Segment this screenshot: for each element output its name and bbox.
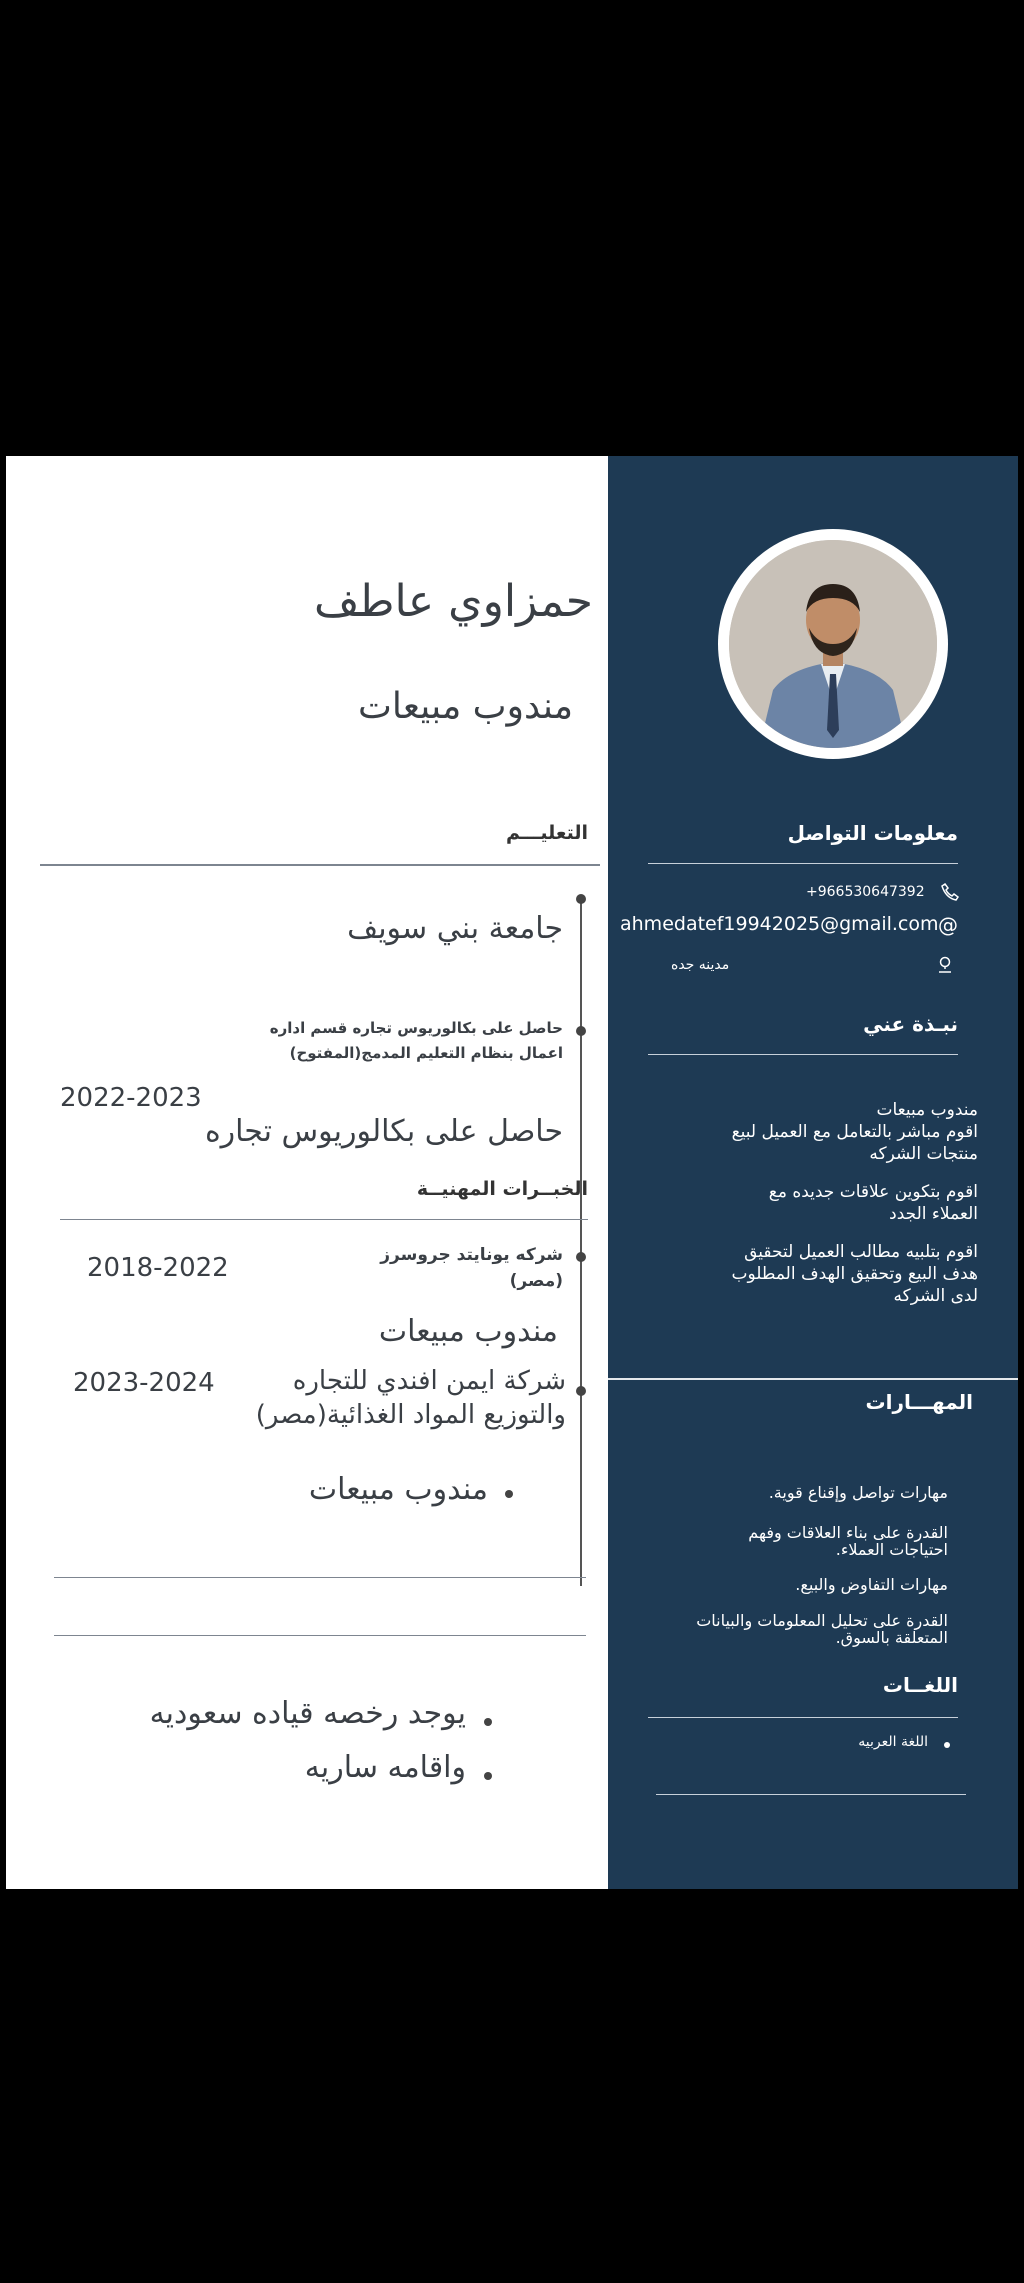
sidebar [608, 456, 1018, 1889]
about-line: منتجات الشركه [869, 1144, 978, 1164]
education-details-line: اعمال بنظام التعليم المدمج(المفتوح) [289, 1044, 563, 1062]
phone-icon [940, 882, 960, 902]
about-divider [648, 1054, 958, 1055]
degree: حاصل على بكالوريوس تجاره [204, 1114, 563, 1149]
about-line: اقوم بتلبيه مطالب العميل لتحقيق [744, 1242, 978, 1262]
location-icon [935, 955, 955, 975]
company-country: (مصر) [509, 1271, 563, 1291]
skill-text: مهارات التفاوض والبيع. [795, 1575, 948, 1594]
experience-heading: الخبــرات المهنيــة [416, 1178, 588, 1200]
company-name: شركه يونايتد جروسرز [380, 1245, 563, 1265]
education-heading: التعليـــم [505, 822, 588, 844]
about-text [648, 1099, 978, 1307]
skill-item [638, 1576, 948, 1593]
bullet-icon [944, 1742, 950, 1748]
about-line: لدى الشركه [893, 1286, 978, 1306]
university-name: جامعة بني سويف [347, 911, 563, 946]
experience-role-1: مندوب مبيعات [378, 1314, 558, 1349]
languages-divider [648, 1717, 958, 1718]
about-line: العملاء الجدد [889, 1204, 978, 1224]
experience-divider [60, 1219, 588, 1220]
extra-item: واقامه ساريه [304, 1750, 466, 1785]
contact-heading: معلومات التواصل [787, 821, 958, 845]
experience-role-2: مندوب مبيعات [308, 1472, 488, 1507]
skill-text: القدرة على بناء العلاقات وفهم [748, 1523, 948, 1542]
education-details [143, 1016, 563, 1066]
profile-photo [729, 540, 937, 748]
about-line: اقوم مباشر بالتعامل مع العميل لبيع [731, 1122, 978, 1142]
person-photo-icon [729, 540, 937, 748]
about-line: هدف البيع وتحقيق الهدف المطلوب [731, 1264, 978, 1284]
skill-item [638, 1612, 948, 1646]
company-country: والتوزيع المواد الغذائية(مصر) [255, 1400, 566, 1430]
main-column [6, 456, 608, 1889]
skill-text: القدرة على تحليل المعلومات والبيانات [696, 1611, 948, 1630]
about-title: مندوب مبيعات [876, 1100, 978, 1120]
avatar [718, 529, 948, 759]
timeline-dot [576, 1252, 586, 1262]
company-1 [263, 1242, 563, 1294]
email-icon: @ [938, 913, 958, 937]
timeline-dot [576, 1386, 586, 1396]
contact-divider [648, 863, 958, 864]
candidate-name: حمزاوي عاطف [313, 576, 593, 627]
company-name: شركة ايمن افندي للتجاره [292, 1366, 566, 1396]
skill-text: المتعلقة بالسوق. [835, 1628, 948, 1647]
extra-item: يوجد رخصه قياده سعوديه [149, 1696, 466, 1731]
timeline-dot [576, 1026, 586, 1036]
skill-item [638, 1524, 948, 1558]
section-divider [608, 1378, 1018, 1380]
divider [54, 1635, 586, 1636]
about-heading: نبـذة عني [863, 1012, 958, 1036]
experience-years-1: 2018-2022 [87, 1253, 229, 1283]
education-details-line: حاصل على بكالوريوس تجاره قسم اداره [269, 1019, 563, 1037]
city: مدينه جده [671, 957, 730, 973]
bullet-icon [505, 1490, 513, 1498]
phone-number: +966530647392 [806, 884, 925, 900]
languages-bottom-divider [656, 1794, 966, 1795]
language-item: اللغة العربيه [858, 1734, 928, 1750]
email-address: ahmedatef19942025@gmail.com [620, 913, 939, 935]
experience-years-2: 2023-2024 [73, 1368, 215, 1398]
skill-text: مهارات تواصل وإقناع قوية. [768, 1483, 948, 1502]
skills-heading: المهـــارات [865, 1390, 973, 1414]
skill-text: احتياجات العملاء. [835, 1540, 948, 1559]
job-title: مندوب مبيعات [358, 686, 573, 727]
about-line: اقوم بتكوين علاقات جديده مع [768, 1182, 978, 1202]
timeline-line [580, 900, 582, 1586]
bullet-icon [484, 1772, 492, 1780]
resume-page [6, 456, 1018, 1889]
education-divider [40, 864, 600, 866]
skill-item [638, 1484, 948, 1501]
education-year: 2022-2023 [60, 1083, 202, 1113]
bullet-icon [484, 1718, 492, 1726]
languages-heading: اللغــات [882, 1673, 958, 1697]
divider [54, 1577, 586, 1578]
timeline-dot [576, 894, 586, 904]
